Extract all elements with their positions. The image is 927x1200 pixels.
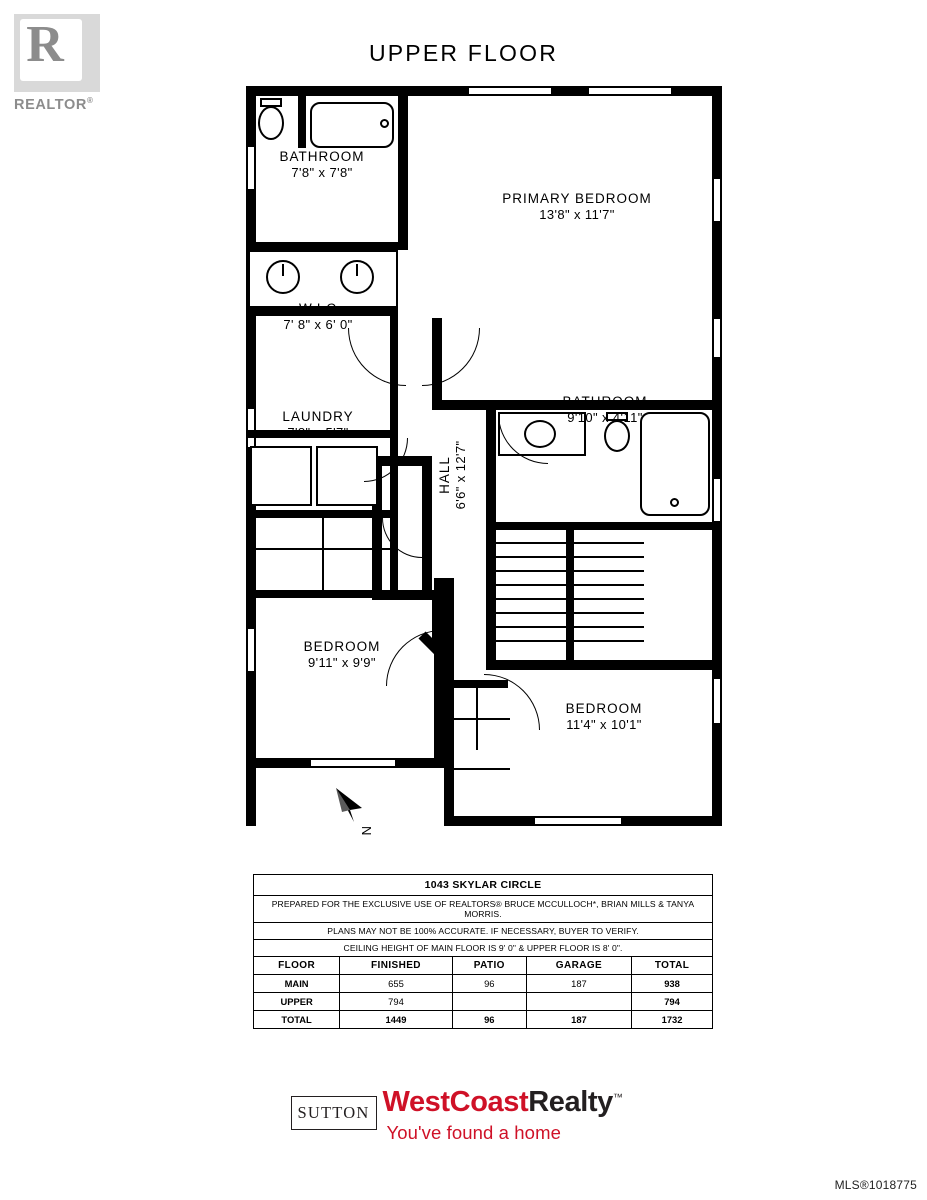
closet-door-line-3 — [454, 768, 510, 770]
door-arc-wic — [348, 328, 406, 386]
stair-tread — [496, 640, 566, 642]
room-label-bedroom-right: BEDROOM 11'4" x 10'1" — [565, 701, 643, 733]
table-header-row — [254, 957, 713, 975]
cell-floor: MAIN — [254, 975, 340, 993]
interior-wall-bath-bottom — [246, 242, 398, 250]
interior-wall-bath2-bottom — [486, 522, 722, 530]
window-top-1 — [468, 87, 552, 95]
stair-tread — [574, 598, 644, 600]
door-arc-laundry — [364, 438, 408, 482]
column-header-total: TOTAL — [632, 957, 713, 975]
cell-patio — [452, 993, 526, 1011]
disclaimer-line-3: CEILING HEIGHT OF MAIN FLOOR IS 9' 0" & UPPER FLOOR IS 8' 0". — [254, 940, 713, 957]
westcoast-realty-wordmark — [383, 1086, 623, 1119]
window-top-2 — [588, 87, 672, 95]
window-bottom-right — [534, 817, 622, 825]
column-header-patio: PATIO — [452, 957, 526, 975]
property-address: 1043 SKYLAR CIRCLE — [254, 875, 713, 896]
property-info-table — [253, 874, 713, 1029]
cell-garage: 187 — [526, 975, 631, 993]
room-label-wic: W.I.C 7' 8" x 6' 0" — [283, 301, 353, 333]
disclaimer-line-1: PREPARED FOR THE EXCLUSIVE USE OF REALTORS® BRUCE MCCULLOCH*, BRIAN MILLS & TANYA MORRIS. — [254, 896, 713, 923]
bathtub-drain-bath2 — [670, 498, 679, 507]
cell-total: 1732 — [632, 1011, 713, 1029]
room-label-bedroom-left: BEDROOM 9'11" x 9'9" — [303, 639, 381, 671]
stair-tread — [496, 612, 566, 614]
interior-wall-stair-bottom — [486, 660, 722, 670]
stair-tread — [574, 612, 644, 614]
cell-total: 794 — [632, 993, 713, 1011]
door-arc-hall-primary — [422, 328, 480, 386]
westcoast-text: WestCoast — [382, 1086, 529, 1118]
realtor-wordmark — [14, 96, 118, 113]
mls-number: MLS®1018775 — [834, 1178, 917, 1192]
washer — [250, 446, 312, 506]
floor-plan-drawing — [236, 78, 736, 848]
page-title: UPPER FLOOR — [368, 40, 559, 66]
cell-floor: UPPER — [254, 993, 340, 1011]
stair-tread — [496, 542, 566, 544]
interior-wall-bath-right — [398, 86, 408, 250]
stair-tread — [496, 570, 566, 572]
table-row — [254, 993, 713, 1011]
cell-patio: 96 — [452, 1011, 526, 1029]
window-right-3 — [713, 478, 721, 522]
stair-tread — [574, 570, 644, 572]
table-row-note-1 — [254, 896, 713, 923]
interior-wall-hall-closet-right — [422, 456, 432, 598]
column-header-floor: FLOOR — [254, 957, 340, 975]
room-label-laundry: LAUNDRY 7'8" x 5'7" — [282, 409, 354, 441]
column-header-garage: GARAGE — [526, 957, 631, 975]
realtor-logo — [14, 14, 118, 122]
table-row-note-3 — [254, 940, 713, 957]
window-right-4 — [713, 678, 721, 724]
disclaimer-line-2: PLANS MAY NOT BE 100% ACCURATE. IF NECESSARY, BUYER TO VERIFY. — [254, 923, 713, 940]
door-arc-hall-closet — [382, 518, 422, 558]
stair-tread — [574, 556, 644, 558]
closet-divider-line — [322, 518, 324, 590]
realtor-wordmark-text: REALTOR — [14, 96, 87, 113]
room-label-bathroom-1: BATHROOM 7'8" x 7'8" — [279, 149, 365, 181]
window-right-2 — [713, 318, 721, 358]
sutton-logo: SUTTON — [291, 1096, 377, 1130]
cell-patio: 96 — [452, 975, 526, 993]
interior-wall-stair-left — [486, 530, 496, 670]
exterior-wall-right-lower-left — [444, 578, 454, 826]
brokerage-tagline: You've found a home — [386, 1122, 561, 1143]
stair-tread — [574, 640, 644, 642]
stair-tread — [574, 626, 644, 628]
table-row — [254, 1011, 713, 1029]
north-arrow-icon — [332, 782, 376, 836]
stair-tread — [496, 556, 566, 558]
stair-tread — [574, 584, 644, 586]
column-header-finished: FINISHED — [340, 957, 453, 975]
bathtub-drain-bath1 — [380, 119, 389, 128]
realtor-registered-mark: ® — [86, 96, 94, 105]
trademark-mark: ™ — [612, 1092, 623, 1104]
interior-wall-stair-mid — [566, 530, 574, 660]
cell-finished: 655 — [340, 975, 453, 993]
stair-tread — [496, 598, 566, 600]
realtor-r-icon: R — [26, 16, 64, 73]
realty-text: Realty — [528, 1086, 613, 1118]
stair-tread — [496, 584, 566, 586]
room-label-hall: HALL 6'6" x 12'7" — [437, 440, 469, 510]
table-row-address — [254, 875, 713, 896]
table-row — [254, 975, 713, 993]
cell-garage: 187 — [526, 1011, 631, 1029]
stair-tread — [496, 626, 566, 628]
cell-finished: 1449 — [340, 1011, 453, 1029]
interior-wall-bath2-left — [486, 410, 496, 530]
brokerage-logo — [0, 1086, 927, 1156]
table-row-note-2 — [254, 923, 713, 940]
svg-text:N: N — [359, 826, 374, 836]
cell-finished: 794 — [340, 993, 453, 1011]
cell-garage — [526, 993, 631, 1011]
cell-total: 938 — [632, 975, 713, 993]
faucet-left-bath1 — [282, 264, 284, 276]
toilet-tank-bath1 — [260, 98, 282, 107]
cell-floor: TOTAL — [254, 1011, 340, 1029]
toilet-bowl-bath1 — [258, 106, 284, 140]
interior-wall-bath-tub-divider — [298, 96, 306, 148]
stair-tread — [574, 542, 644, 544]
room-label-bathroom-2: BATHROOM 9'10" x 4'11" — [562, 394, 648, 426]
window-bottom-left — [310, 759, 396, 767]
faucet-right-bath1 — [356, 264, 358, 276]
room-label-primary-bedroom: PRIMARY BEDROOM 13'8" x 11'7" — [502, 191, 652, 223]
